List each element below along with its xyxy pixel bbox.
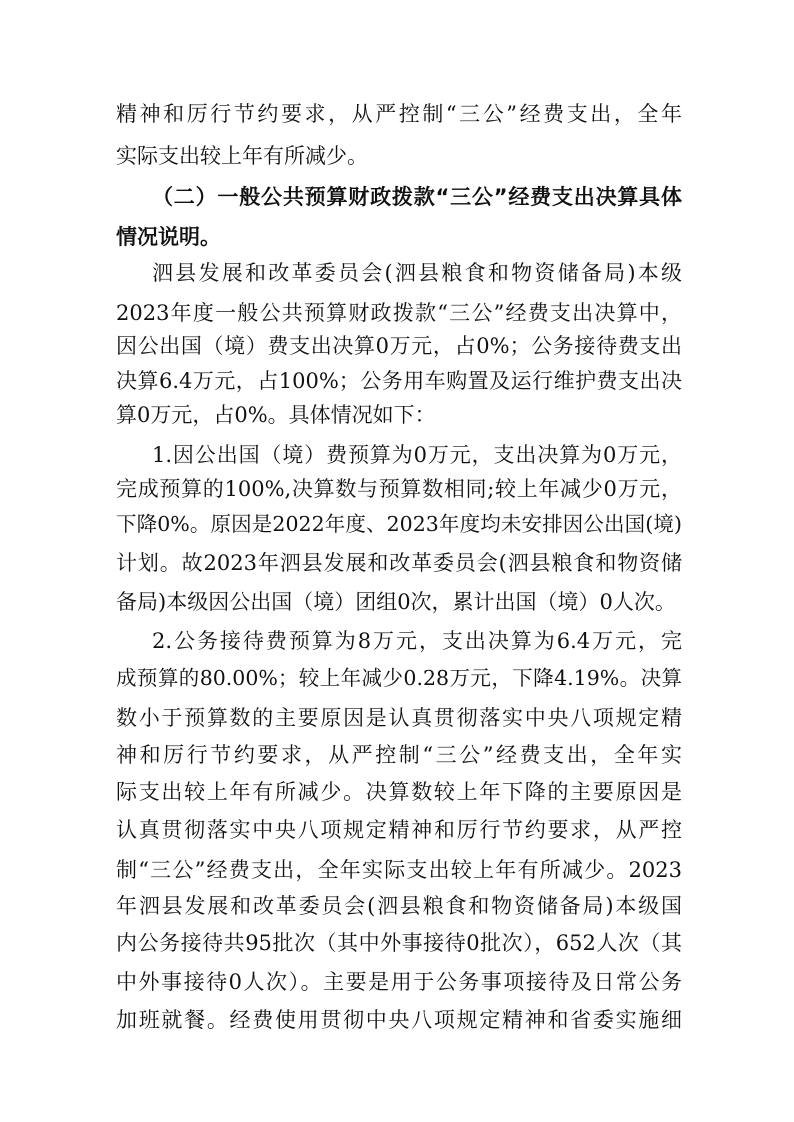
- text-line: 下降0%。原因是2022年度、2023年度均未安排因公出国(境): [116, 512, 682, 536]
- text-line: 因公出国（境）费支出决算0万元，占0%；公务接待费支出: [116, 334, 682, 358]
- text-line: 制“三公”经费支出，全年实际支出较上年有所减少。2023: [116, 858, 682, 882]
- text-line: 年泗县发展和改革委员会(泗县粮食和物资储备局)本级国: [116, 894, 682, 918]
- list-item-2: 2.公务接待费预算为8万元，支出决算为6.4万元，完: [152, 629, 682, 653]
- text-line: 实际支出较上年有所减少。: [116, 144, 368, 168]
- list-item-1: 1.因公出国（境）费预算为0万元，支出决算为0万元，: [152, 443, 682, 467]
- text-line: 际支出较上年有所减少。决算数较上年下降的主要原因是: [116, 780, 682, 804]
- text-line: 计划。故2023年泗县发展和改革委员会(泗县粮食和物资储: [116, 551, 682, 575]
- text-line: 数小于预算数的主要原因是认真贯彻落实中央八项规定精: [116, 706, 682, 730]
- text-line: 完成预算的100%,决算数与预算数相同;较上年减少0万元，: [116, 477, 682, 501]
- text-line: 决算6.4万元，占100%；公务用车购置及运行维护费支出决: [116, 369, 682, 393]
- text-line: 加班就餐。经费使用贯彻中央八项规定精神和省委实施细: [116, 1008, 682, 1032]
- text-line: 认真贯彻落实中央八项规定精神和厉行节约要求，从严控: [116, 818, 682, 842]
- text-line: 算0万元，占0%。具体情况如下：: [116, 403, 436, 427]
- text-line: 2023年度一般公共预算财政拨款“三公”经费支出决算中，: [116, 301, 682, 325]
- text-line: 精神和厉行节约要求，从严控制“三公”经费支出，全年: [116, 102, 682, 126]
- text-line: 备局)本级因公出国（境）团组0次，累计出国（境）0人次。: [116, 590, 676, 614]
- text-line: 泗县发展和改革委员会(泗县粮食和物资储备局)本级: [152, 261, 682, 285]
- text-line: 神和厉行节约要求，从严控制“三公”经费支出，全年实: [116, 743, 682, 767]
- section-heading: （二）一般公共预算财政拨款“三公”经费支出决算具体: [152, 185, 682, 209]
- text-line: 内公务接待共95批次（其中外事接待0批次），652人次（其: [116, 931, 682, 955]
- text-line: 中外事接待0人次）。主要是用于公务事项接待及日常公务: [116, 970, 682, 994]
- section-heading: 情况说明。: [116, 225, 221, 249]
- text-line: 成预算的80.00%；较上年减少0.28万元，下降4.19%。决算: [116, 666, 682, 690]
